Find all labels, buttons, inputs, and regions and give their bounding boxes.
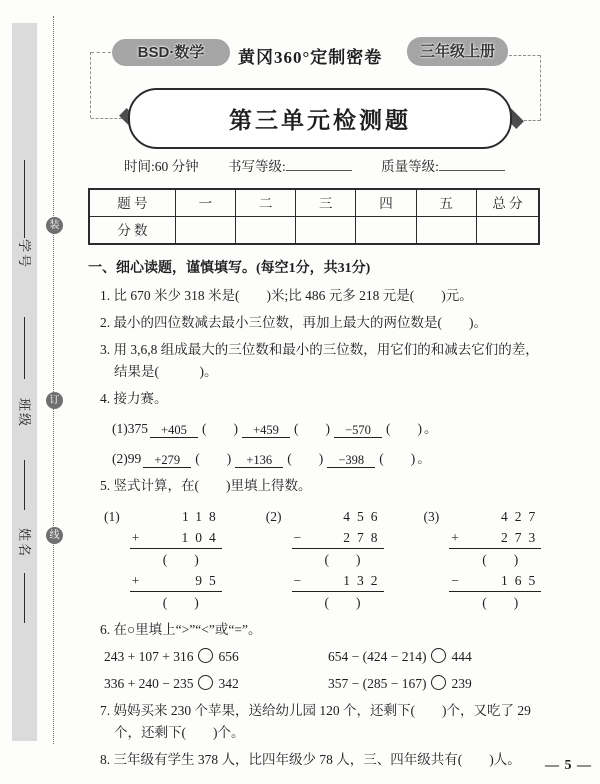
grade-badge: 三年级上册 <box>407 37 508 66</box>
dashed-connector <box>540 55 541 121</box>
question-3-line2: 结果是( )。 <box>114 364 218 379</box>
calc-operand-row: + 273 <box>449 527 541 549</box>
calc-top-number: 456 <box>343 509 385 524</box>
dashed-connector <box>91 52 111 53</box>
binding-dotted-line <box>53 16 54 744</box>
relay-row-1 <box>112 418 552 439</box>
vertical-calc-3 <box>424 506 542 613</box>
dashed-connector <box>524 120 540 121</box>
sentence-end: 。 <box>417 451 431 466</box>
score-cell-empty <box>416 217 476 245</box>
relay-blank: ( ) <box>287 451 324 466</box>
score-header-cell: 二 <box>235 189 295 217</box>
score-row-label: 分 数 <box>89 217 175 245</box>
relay-blank: ( ) <box>202 421 238 436</box>
question-6-label: 6. 在○里填上“>”“<”或“=”。 <box>100 622 262 637</box>
score-header-cell: 四 <box>356 189 416 217</box>
relay-row-2 <box>112 448 552 469</box>
calc-operand-row: − 278 <box>292 527 384 549</box>
student-id-fill-line <box>24 160 25 238</box>
time-label: 时间:60 分钟 <box>124 159 199 174</box>
vertical-calc-2 <box>266 506 384 613</box>
relay-op: +279 <box>143 453 191 468</box>
question-4-label: 4. 接力赛。 <box>100 391 168 406</box>
calc-result-blank: ( ) <box>162 552 199 567</box>
writing-grade-label: 书写等级: <box>228 159 286 174</box>
score-table-header-row <box>89 189 539 217</box>
calc-no: (3) <box>423 509 440 524</box>
quality-grade-blank <box>439 157 505 171</box>
question-7-line1: 7. 妈妈买来 230 个苹果，送给幼儿园 120 个，还剩下( )个，又吃了 29 <box>100 703 531 718</box>
comparison-item: 243 + 107 + 316 656 <box>104 649 239 664</box>
name-fill-line <box>24 460 25 510</box>
score-header-cell: 五 <box>416 189 476 217</box>
comparison-item: 336 + 240 − 235 342 <box>104 676 239 691</box>
relay-no: (2) <box>112 451 128 466</box>
quality-grade-label: 质量等级: <box>381 159 439 174</box>
relay-blank: ( ) <box>379 451 416 466</box>
question-7-line2: 个，还剩下( )个。 <box>114 725 245 740</box>
dashed-connector <box>91 118 122 119</box>
compare-circle <box>431 648 446 663</box>
relay-start: 99 <box>127 451 142 466</box>
calc-operand-row: − 165 <box>449 570 541 592</box>
vertical-calc-1 <box>104 506 222 613</box>
relay-op: −570 <box>334 423 382 438</box>
calc-operand-row: + 95 <box>130 570 222 592</box>
sidebar-fill-line <box>24 573 25 623</box>
calc-no: (2) <box>265 509 282 524</box>
calc-result-blank: ( ) <box>324 552 361 567</box>
relay-no: (1) <box>112 421 128 436</box>
binding-mark-zhuang: 装 <box>46 217 63 234</box>
score-table <box>88 188 540 245</box>
score-header-cell: 三 <box>296 189 356 217</box>
header-series-title: 黄冈360°定制密卷 <box>238 48 383 67</box>
writing-grade-blank <box>286 157 352 171</box>
relay-op: +459 <box>242 423 290 438</box>
sentence-end: 。 <box>424 421 438 436</box>
class-label: 班级 <box>17 397 32 428</box>
series-badge: BSD·数学 <box>112 39 230 66</box>
relay-op: +136 <box>235 453 283 468</box>
score-header-cell: 总 分 <box>476 189 539 217</box>
calc-result-blank: ( ) <box>162 595 199 610</box>
compare-circle <box>198 648 213 663</box>
calc-result-blank: ( ) <box>482 595 519 610</box>
section-1-heading: 一、细心读题，谨慎填写。(每空1分，共31分) <box>88 261 371 276</box>
relay-op: +405 <box>150 423 198 438</box>
binding-mark-xian: 线 <box>46 527 63 544</box>
calc-top-number: 427 <box>501 509 543 524</box>
compare-circle <box>198 675 213 690</box>
page-number: — 5 — <box>545 758 592 773</box>
question-8: 8. 三年级有学生 378 人，比四年级少 78 人，三、四年级共有( )人。 <box>100 752 521 767</box>
student-id-label: 学号 <box>17 238 32 269</box>
page-title: 第三单元检测题 <box>128 88 512 149</box>
comparison-item: 357 − (285 − 167) 239 <box>328 676 472 691</box>
question-1: 1. 比 670 米少 318 米是( )米;比 486 元多 218 元是( )元。 <box>100 288 473 303</box>
dashed-connector <box>90 52 91 118</box>
relay-blank: ( ) <box>386 421 422 436</box>
calc-result-blank: ( ) <box>482 552 519 567</box>
class-fill-line <box>24 317 25 379</box>
dashed-connector <box>509 55 540 56</box>
question-5-label: 5. 竖式计算，在( )里填上得数。 <box>100 478 312 493</box>
score-cell-empty <box>356 217 416 245</box>
name-label: 姓名 <box>17 527 32 558</box>
relay-blank: ( ) <box>195 451 232 466</box>
calc-operand-row: − 132 <box>292 570 384 592</box>
score-header-cell: 题 号 <box>89 189 175 217</box>
binding-strip <box>12 23 37 741</box>
relay-blank: ( ) <box>294 421 330 436</box>
meta-row <box>124 156 552 177</box>
comparison-row-1 <box>104 646 552 667</box>
comparison-item: 654 − (424 − 214) 444 <box>328 649 472 664</box>
calc-no: (1) <box>104 509 120 524</box>
question-3-line1: 3. 用 3,6,8 组成最大的三位数和最小的三位数，用它们的和减去它们的差， <box>100 342 539 357</box>
vertical-calculations <box>104 506 552 613</box>
comparison-row-2 <box>104 673 552 694</box>
relay-op: −398 <box>327 453 375 468</box>
question-2: 2. 最小的四位数减去最小三位数，再加上最大的两位数是( )。 <box>100 315 487 330</box>
calc-result-blank: ( ) <box>324 595 361 610</box>
calc-operand-row: + 104 <box>130 527 222 549</box>
relay-start: 375 <box>127 421 148 436</box>
score-header-cell: 一 <box>175 189 235 217</box>
score-table-score-row <box>89 217 539 245</box>
compare-circle <box>431 675 446 690</box>
calc-top-number: 118 <box>182 509 223 524</box>
paper-content <box>88 150 552 770</box>
binding-mark-ding: 订 <box>46 392 63 409</box>
score-cell-empty <box>476 217 539 245</box>
score-cell-empty <box>296 217 356 245</box>
score-cell-empty <box>235 217 295 245</box>
score-cell-empty <box>175 217 235 245</box>
